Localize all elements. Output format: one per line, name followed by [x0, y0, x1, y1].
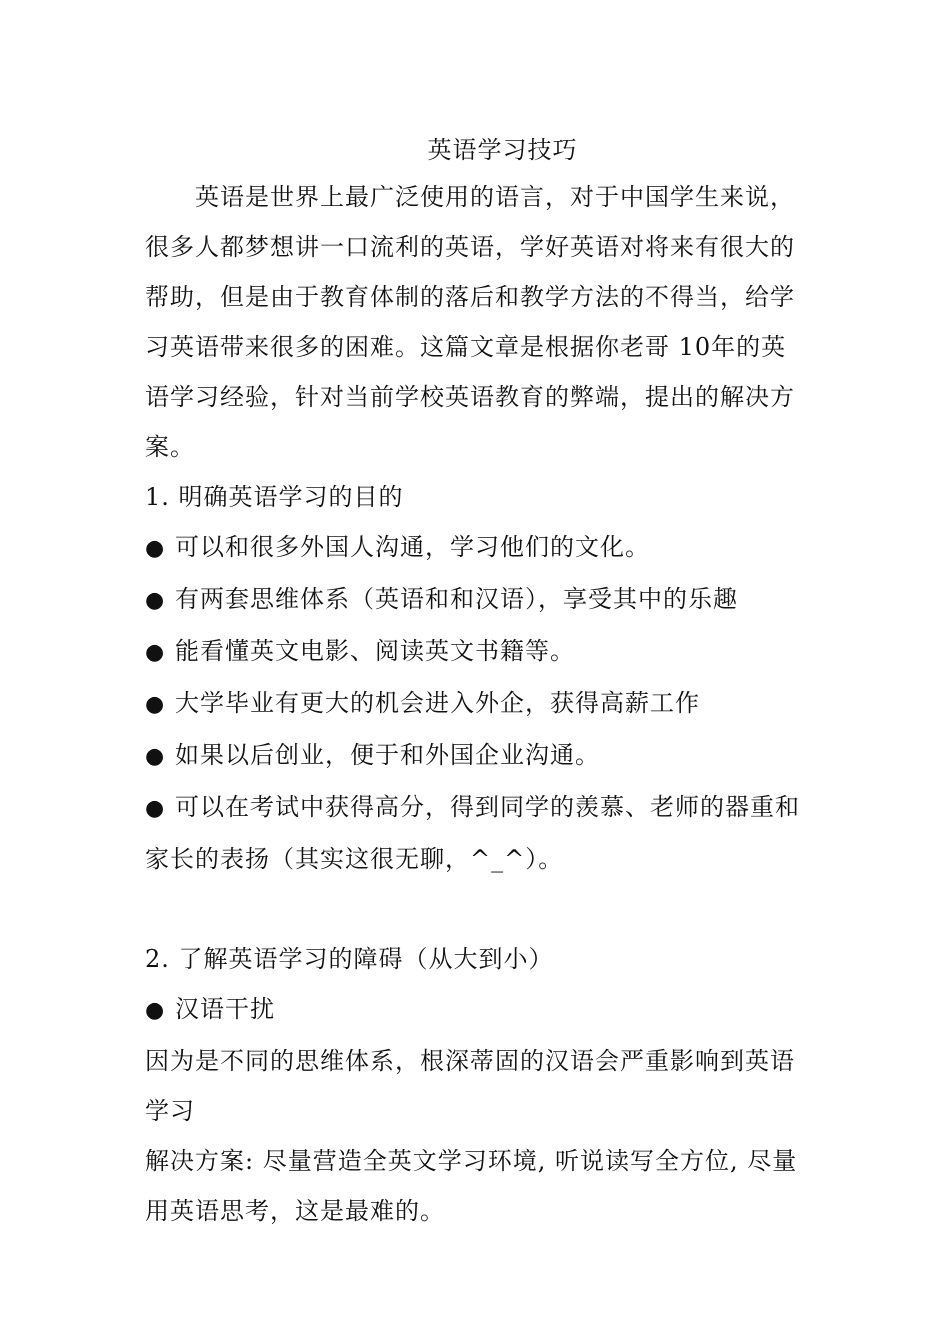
bullet-item: ● 可以和很多外国人沟通，学习他们的文化。 [145, 522, 810, 574]
intro-paragraph: 英语是世界上最广泛使用的语言，对于中国学生来说，很多人都梦想讲一口流利的英语，学好英语对将来有很大的帮助，但是由于教育体制的落后和教学方法的不得当，给学习英语带来很多的困难。这篇文章是根据你老哥 10年的英语学习经验，针对当前学校英语教育的弊端，提出的解决方案。 [145, 183, 795, 461]
bullet-item: ● 可以在考试中获得高分，得到同学的羡慕、老师的器重和家长的表扬（其实这很无聊，^_^）。 [145, 782, 810, 884]
bullet-item: ● 能看懂英文电影、阅读英文书籍等。 [145, 626, 810, 678]
document-body [145, 128, 810, 1236]
bullet-item: ● 汉语干扰 [145, 984, 810, 1036]
blank-line [145, 884, 810, 934]
solution-paragraph: 解决方案: 尽量营造全英文学习环境, 听说读写全方位, 尽量用英语思考，这是最难的。 [145, 1147, 798, 1225]
document-title: 英语学习技巧 [427, 136, 578, 164]
section-2-heading: 2. 了解英语学习的障碍（从大到小） [145, 945, 554, 973]
section-1-heading: 1. 明确英语学习的目的 [145, 483, 404, 511]
bullet-item: ● 有两套思维体系（英语和和汉语），享受其中的乐趣 [145, 574, 810, 626]
bullet-item: ● 大学毕业有更大的机会进入外企，获得高薪工作 [145, 678, 810, 730]
section-2-paragraph: 因为是不同的思维体系，根深蒂固的汉语会严重影响到英语学习 [145, 1047, 795, 1125]
bullet-item: ● 如果以后创业，便于和外国企业沟通。 [145, 730, 810, 782]
